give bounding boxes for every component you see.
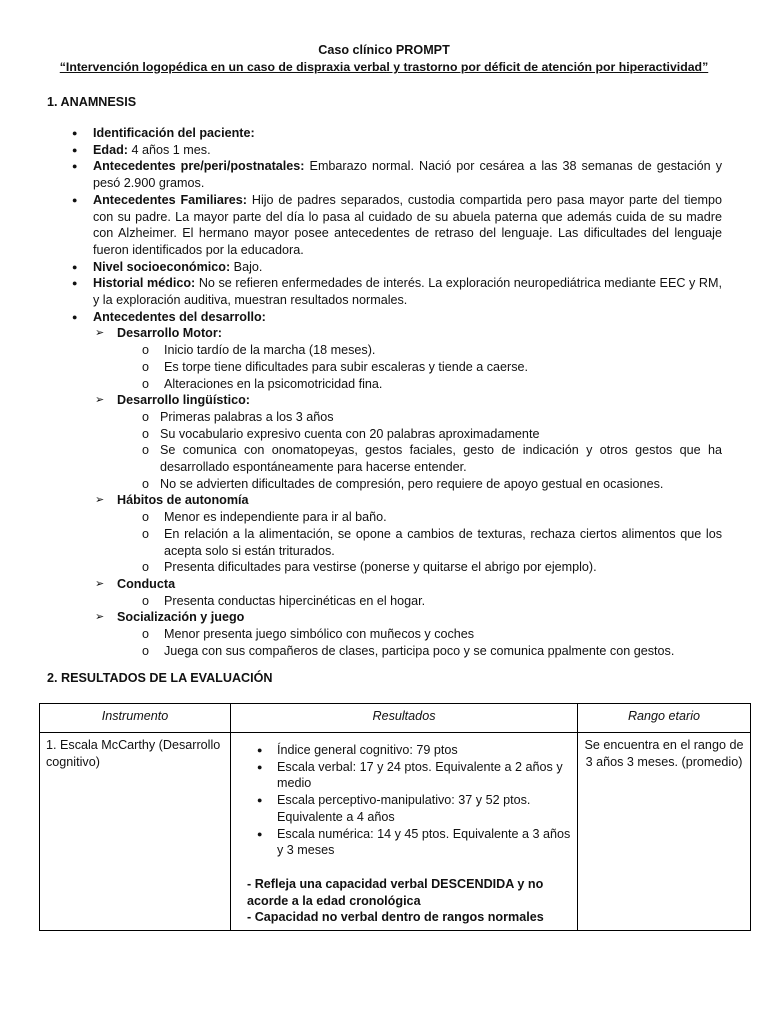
results-note: - Capacidad no verbal dentro de rangos normales	[247, 910, 544, 925]
list-item: ● Nivel socioeconómico: Bajo.	[72, 259, 263, 274]
list-item: o Su vocabulario expresivo cuenta con 20 palabras aproximadamente	[142, 426, 540, 441]
circle-bullet-icon: o	[142, 526, 150, 541]
arrow-bullet-icon: ➢	[95, 577, 105, 590]
list-item: o No se advierten dificultades de compresión, pero requiere de apoyo gestual en ocasiones.	[142, 476, 664, 491]
list-item: o Juega con sus compañeros de clases, participa poco y se comunica ppalmente con gestos.	[142, 643, 675, 658]
evaluation-table	[39, 703, 751, 931]
column-header-instrument: Instrumento	[40, 704, 231, 733]
circle-bullet-icon: o	[142, 560, 150, 575]
column-header-results: Resultados	[231, 704, 578, 733]
list-item: o Menor es independiente para ir al baño.	[142, 510, 387, 525]
list-item: o Primeras palabras a los 3 años	[142, 409, 334, 424]
anamnesis-list	[72, 125, 722, 660]
bullet-icon: ●	[257, 745, 263, 755]
list-item: o Menor presenta juego simbólico con muñecos y coches	[142, 627, 475, 642]
bullet-icon: ●	[72, 261, 78, 272]
results-note: - Refleja una capacidad verbal DESCENDIDA y no acorde a la edad cronológica	[247, 876, 544, 908]
arrow-bullet-icon: ➢	[95, 327, 105, 340]
circle-bullet-icon: o	[142, 443, 150, 458]
table-row	[40, 733, 751, 931]
list-item: o Presenta dificultades para vestirse (ponerse y quitarse el abrigo por ejemplo).	[142, 560, 597, 575]
list-item: ● Antecedentes pre/peri/postnatales: Embarazo normal. Nació por cesárea a las 38 semanas de gestación y pesó 2.900 gramos.	[72, 159, 722, 191]
list-item: ● Antecedentes del desarrollo: ➢ Desarrollo Motor: o Inicio tardío de la marcha (18 meses). o Es torpe tiene dificultades para subir escaleras y tiende a caerse. o Alteraciones en la psicomotricidad fina. ➢ Desarrollo lingüístico: o Primeras palabras a los 3 años o Su vocabulario expresivo cuenta con 20 palabras aproximadamente o Se comunica con onomatopeyas, gestos faciales, gesto de indicación y otros gestos que ha desarrollado espontáneamente para hacerse entender. o No se advierten dificultades de compresión, pero requiere de apoyo gestual en ocasiones. ➢ Hábitos de autonomía o Menor es independiente para ir al baño. o En relación a la alimentación, se opone a cambios de texturas, rechaza ciertos alimentos que los acepta solo si están triturados. o Presenta dificultades para vestirse (ponerse y quitarse el abrigo por ejemplo). ➢ Conducta o Presenta conductas hipercinéticas en el hogar. ➢ Socialización y juego o Menor presenta juego simbólico con muñecos y coches o Juega con sus compañeros de clases, participa poco y se comunica ppalmente con gestos.	[72, 309, 722, 658]
bullet-icon: ●	[257, 795, 263, 806]
development-category: ➢ Socialización y juego o Menor presenta juego simbólico con muñecos y coches o Juega con sus compañeros de clases, participa poco y se comunica ppalmente con gestos.	[72, 609, 722, 659]
list-item: ● Identificación del paciente:	[72, 126, 255, 140]
instrument-cell: 1. Escala McCarthy (Desarrollo cognitivo)	[40, 733, 231, 931]
circle-bullet-icon: o	[142, 409, 150, 424]
results-notes	[237, 876, 571, 926]
circle-bullet-icon: o	[142, 627, 150, 642]
development-category: ➢ Hábitos de autonomía o Menor es independiente para ir al baño. o En relación a la alimentación, se opone a cambios de texturas, rechaza ciertos alimentos que los acepta solo si están triturados. o Presenta dificultades para vestirse (ponerse y quitarse el abrigo por ejemplo).	[72, 492, 722, 576]
bullet-icon: ●	[257, 761, 263, 772]
circle-bullet-icon: o	[142, 593, 150, 608]
circle-bullet-icon: o	[142, 376, 150, 391]
circle-bullet-icon: o	[142, 359, 150, 374]
bullet-icon: ●	[72, 128, 78, 138]
bullet-icon: ●	[72, 278, 78, 289]
circle-bullet-icon: o	[142, 343, 150, 358]
section-heading-anamnesis: 1. ANAMNESIS	[47, 95, 137, 109]
column-header-age-range: Rango etario	[578, 704, 751, 733]
development-sublist	[72, 593, 722, 610]
development-category: ➢ Conducta o Presenta conductas hipercinéticas en el hogar.	[72, 576, 722, 609]
bullet-icon: ●	[72, 161, 78, 172]
development-sublist	[72, 409, 722, 493]
arrow-bullet-icon: ➢	[95, 394, 105, 407]
document-title: Caso clínico PROMPT	[318, 43, 450, 57]
results-list	[237, 742, 571, 859]
table-header-row	[40, 704, 751, 733]
circle-bullet-icon: o	[142, 643, 150, 658]
document-subtitle: “Intervención logopédica en un caso de dispraxia verbal y trastorno por déficit de atención por hiperactividad”	[59, 60, 709, 74]
results-cell	[231, 733, 578, 931]
development-category: ➢ Desarrollo Motor: o Inicio tardío de la marcha (18 meses). o Es torpe tiene dificultades para subir escaleras y tiende a caerse. o Alteraciones en la psicomotricidad fina.	[72, 325, 722, 392]
development-sublist	[72, 626, 722, 659]
circle-bullet-icon: o	[142, 426, 150, 441]
arrow-bullet-icon: ➢	[95, 611, 105, 624]
arrow-bullet-icon: ➢	[95, 494, 105, 507]
circle-bullet-icon: o	[142, 476, 150, 491]
age-range-cell: Se encuentra en el rango de 3 años 3 meses. (promedio)	[578, 733, 751, 931]
development-list	[72, 325, 722, 659]
list-item: o Se comunica con onomatopeyas, gestos faciales, gesto de indicación y otros gestos que ha desarrollado espontáneamente para hacerse entender.	[142, 443, 722, 475]
list-item: o Es torpe tiene dificultades para subir escaleras y tiende a caerse.	[142, 359, 529, 374]
list-item: ● Historial médico: No se refieren enfermedades de interés. La exploración neuropediátrica mediante EEC y RM, y la exploración auditiva, muestran resultados normales.	[72, 276, 722, 308]
list-item: ● Antecedentes Familiares: Hijo de padres separados, custodia compartida pero pasa mayor parte del tiempo con su padre. La mayor parte del día lo pasa al cuidado de su abuela paterna que además cuida de su madre con Alzheimer. El hermano mayor posee antecedentes de retraso del lenguaje. Las dificultades del lenguaje fueron identificados por la educadora.	[72, 192, 722, 257]
list-item: ● Escala verbal: 17 y 24 ptos. Equivalente a 2 años y medio	[257, 759, 563, 791]
list-item: ● Escala perceptivo-manipulativo: 37 y 52 ptos. Equivalente a 4 años	[257, 793, 531, 824]
list-item: ● Escala numérica: 14 y 45 ptos. Equivalente a 3 años y 3 meses	[257, 826, 571, 858]
list-item: o Alteraciones en la psicomotricidad fina.	[142, 376, 383, 391]
development-category: ➢ Desarrollo lingüístico: o Primeras palabras a los 3 años o Su vocabulario expresivo cuenta con 20 palabras aproximadamente o Se comunica con onomatopeyas, gestos faciales, gesto de indicación y otros gestos que ha desarrollado espontáneamente para hacerse entender. o No se advierten dificultades de compresión, pero requiere de apoyo gestual en ocasiones.	[72, 392, 722, 492]
bullet-icon: ●	[72, 144, 78, 155]
bullet-icon: ●	[72, 311, 78, 322]
development-sublist	[72, 509, 722, 576]
circle-bullet-icon: o	[142, 510, 150, 525]
list-item: o Presenta conductas hipercinéticas en el hogar.	[142, 593, 426, 608]
list-item: o Inicio tardío de la marcha (18 meses).	[142, 343, 376, 358]
development-sublist	[72, 342, 722, 392]
list-item: ● Índice general cognitivo: 79 ptos	[257, 743, 458, 757]
list-item: o En relación a la alimentación, se opone a cambios de texturas, rechaza ciertos alimentos que los acepta solo si están triturados.	[142, 526, 722, 558]
section-heading-evaluation: 2. RESULTADOS DE LA EVALUACIÓN	[47, 671, 273, 685]
bullet-icon: ●	[72, 194, 78, 205]
bullet-icon: ●	[257, 828, 263, 839]
list-item: ● Edad: 4 años 1 mes.	[72, 142, 211, 157]
